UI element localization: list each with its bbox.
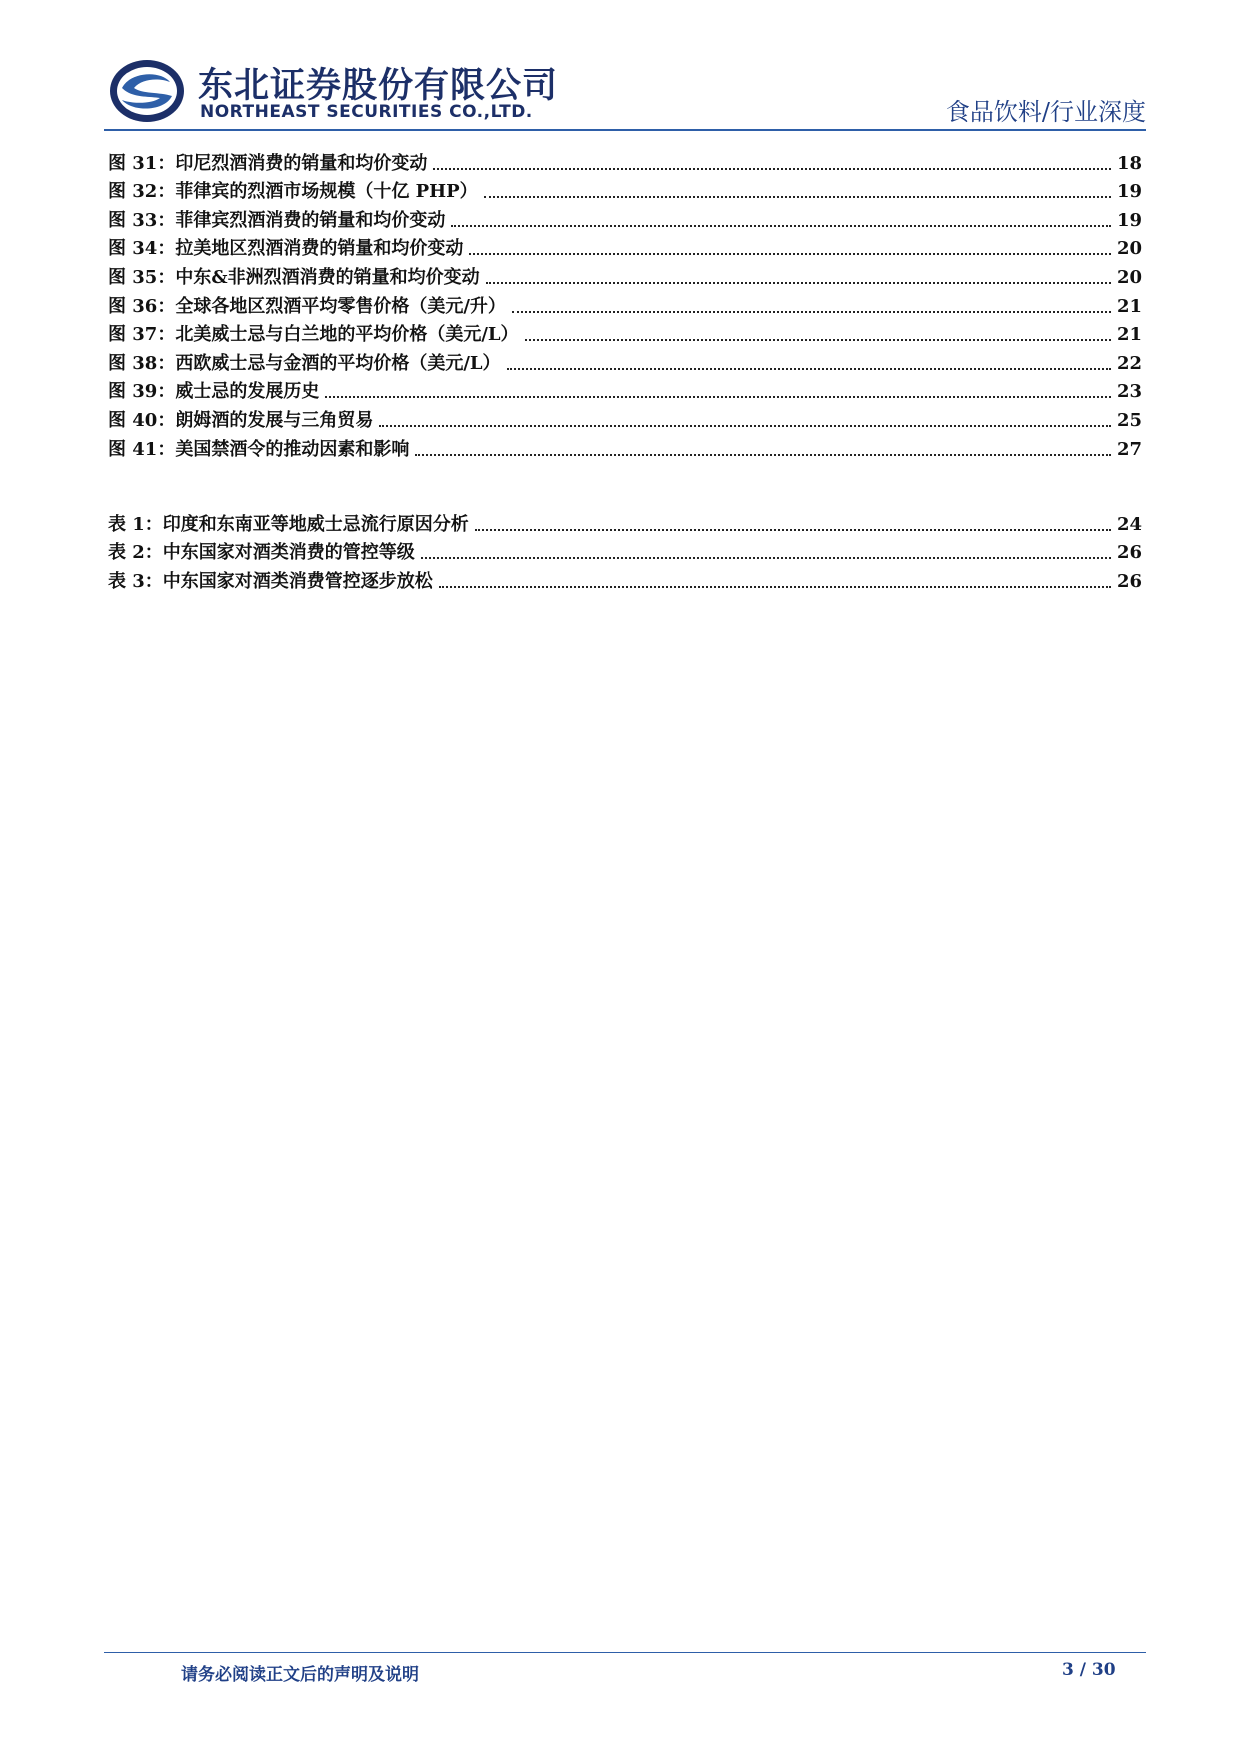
toc-title: 菲律宾的烈酒市场规模（十亿 PHP）	[175, 181, 478, 203]
toc-title: 拉美地区烈酒消费的销量和均价变动	[175, 238, 464, 260]
northeast-securities-logo	[108, 58, 186, 124]
dot-leader	[512, 311, 1111, 313]
dot-leader	[507, 368, 1111, 370]
dot-leader	[484, 196, 1111, 198]
toc-prefix: 表 2：	[108, 542, 163, 564]
toc-entry[interactable]	[108, 403, 1142, 432]
toc-prefix: 图 33：	[108, 209, 176, 231]
disclaimer-note: 请务必阅读正文后的声明及说明	[181, 1665, 419, 1685]
page-header	[0, 0, 1241, 130]
toc-page-number: 21	[1116, 324, 1142, 346]
section-tag: 食品饮料/行业深度	[945, 98, 1146, 126]
toc-prefix: 表 1：	[108, 513, 163, 535]
dot-leader	[325, 396, 1111, 398]
dot-leader	[439, 586, 1111, 588]
toc-title: 朗姆酒的发展与三角贸易	[175, 409, 374, 431]
dot-leader	[415, 454, 1111, 456]
toc-title: 美国禁酒令的推动因素和影响	[175, 438, 410, 460]
dot-leader	[525, 339, 1111, 341]
toc-entry[interactable]	[108, 507, 1142, 536]
toc-prefix: 图 35：	[108, 266, 176, 288]
toc-page-number: 18	[1116, 152, 1142, 174]
toc-title: 威士忌的发展历史	[175, 381, 320, 403]
toc-entry[interactable]	[108, 203, 1142, 232]
toc-page-number: 26	[1116, 570, 1142, 592]
toc-prefix: 图 40：	[108, 409, 176, 431]
toc-entry[interactable]	[108, 318, 1142, 347]
toc-prefix: 图 34：	[108, 238, 176, 260]
toc-page-number: 19	[1116, 181, 1142, 203]
dot-leader	[433, 168, 1111, 170]
company-name-en: NORTHEAST SECURITIES CO.,LTD.	[200, 102, 533, 122]
dot-leader	[379, 425, 1111, 427]
dot-leader	[469, 253, 1111, 255]
toc-page-number: 20	[1116, 266, 1142, 288]
toc-prefix: 图 32：	[108, 181, 176, 203]
page-number: 3 / 30	[1062, 1660, 1116, 1680]
toc-prefix: 表 3：	[108, 570, 163, 592]
toc-page-number: 22	[1116, 352, 1142, 374]
toc-entry[interactable]	[108, 260, 1142, 289]
toc-page-number: 26	[1116, 542, 1142, 564]
toc-title: 菲律宾烈酒消费的销量和均价变动	[175, 209, 446, 231]
footer-divider	[104, 1652, 1146, 1653]
toc-title: 中东国家对酒类消费的管控等级	[162, 542, 415, 564]
toc-title: 西欧威士忌与金酒的平均价格（美元/L）	[175, 352, 501, 374]
toc-entry[interactable]	[108, 564, 1142, 593]
dot-leader	[451, 225, 1111, 227]
table-list	[108, 507, 1142, 593]
dot-leader	[486, 282, 1111, 284]
toc-entry[interactable]	[108, 536, 1142, 565]
dot-leader	[475, 529, 1111, 531]
toc-entry[interactable]	[108, 146, 1142, 175]
dot-leader	[421, 557, 1111, 559]
toc-prefix: 图 37：	[108, 324, 176, 346]
toc-page-number: 20	[1116, 238, 1142, 260]
toc-title: 北美威士忌与白兰地的平均价格（美元/L）	[175, 324, 519, 346]
toc-page-number: 23	[1116, 381, 1142, 403]
toc-page-number: 27	[1116, 438, 1142, 460]
toc-page-number: 19	[1116, 209, 1142, 231]
toc-entry[interactable]	[108, 375, 1142, 404]
toc-page-number: 25	[1116, 409, 1142, 431]
header-divider	[104, 129, 1146, 131]
toc-title: 中东国家对酒类消费管控逐步放松	[162, 570, 433, 592]
toc-page-number: 24	[1116, 513, 1142, 535]
toc-entry[interactable]	[108, 289, 1142, 318]
toc-prefix: 图 36：	[108, 295, 176, 317]
toc-prefix: 图 38：	[108, 352, 176, 374]
toc-title: 中东&非洲烈酒消费的销量和均价变动	[175, 266, 480, 288]
toc-prefix: 图 41：	[108, 438, 176, 460]
toc-entry[interactable]	[108, 175, 1142, 204]
toc-prefix: 图 31：	[108, 152, 176, 174]
toc-page-number: 21	[1116, 295, 1142, 317]
company-name-cn: 东北证券股份有限公司	[198, 66, 559, 106]
toc-prefix: 图 39：	[108, 381, 176, 403]
toc-entry[interactable]	[108, 346, 1142, 375]
toc-title: 印尼烈酒消费的销量和均价变动	[175, 152, 428, 174]
toc-entry[interactable]	[108, 232, 1142, 261]
figure-list	[108, 146, 1142, 461]
toc-title: 印度和东南亚等地威士忌流行原因分析	[162, 513, 469, 535]
toc-entry[interactable]	[108, 432, 1142, 461]
toc-title: 全球各地区烈酒平均零售价格（美元/升）	[175, 295, 506, 317]
